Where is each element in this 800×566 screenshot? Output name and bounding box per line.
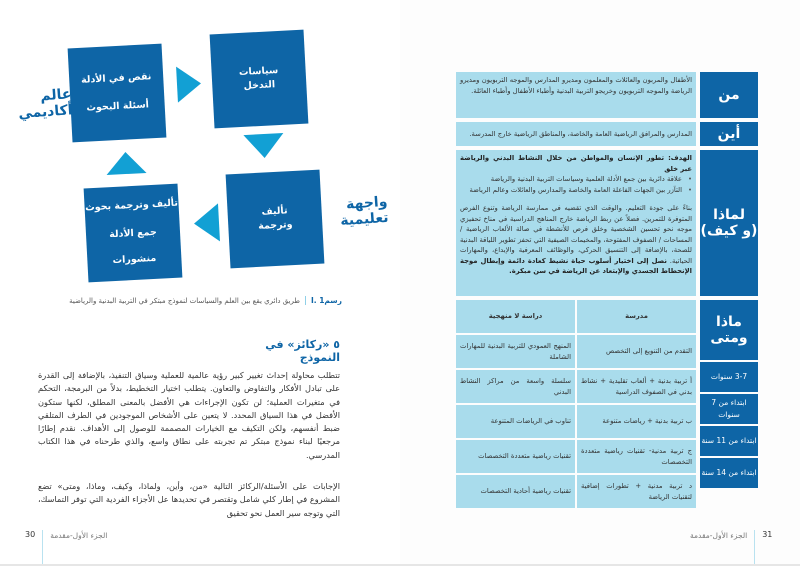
page-footer-left [25,530,107,566]
box-line: أسئلة البحوث [86,99,150,114]
footer-divider [42,530,43,566]
row-label-who: من [700,72,758,118]
footer-section: الجزء الأول-مقدمة [690,531,748,540]
box-line: تأليف وترجمة بحوث [84,197,179,214]
arrow-up-icon [105,151,146,175]
row-label-why [700,150,758,296]
footer-section: الجزء الأول-مقدمة [50,531,108,540]
diagram-box-intervention-policies [210,30,309,129]
cell-extracurricular: تقنيات رياضية أحادية التخصصات [456,475,575,508]
body-paragraph: الإجابات على الأسئلة/الركائز التالية «من، وأين، ولماذا، وكيف، وماذا، ومتى» تضع المشروع في إطار كلي شامل وتقتصر في تحديدها عل الأجزاء الفردية التي توفر التماسك، التي وتوجه سير العمل نحو تحقيق [38,481,340,518]
arrow-left-icon [193,203,220,242]
why-body: بناءً على جودة التعليم. والوقت الذي تقضيه في ممارسة الرياضة وتنوع الفرص المتوفرة للتمرين. فضلاً عن ربط الرياضة خارج المناهج الدراسية في مناخ تحفيزي موجه نحو تحسين الشخصية وخلق فرص للأنشطة في صالة الألعاب الرياضية / المساحات / الصفوف المفتوحة، والمخيمات الصيفية التي تحفز تطوير اللياقة البدنية للصحة، بالإضافة إلى التنسيق الحركي، والوظائف المعرفية والإبداع، والمهارات الحياتية. [460,204,692,265]
table-row [456,335,696,368]
model-pillars-table [456,72,758,514]
box-line: جمع الأدلة [108,226,158,241]
what-when-grid [456,300,696,510]
label-line: لماذا [713,206,745,223]
label-line: تعليمية [339,209,390,230]
caption-text: طريق دائري يقع بين العلم والسياسات لنموذج مبتكر في التربية البدنية والرياضية [69,296,300,305]
section-title: ٥ «ركائز» في النموذج [265,338,340,364]
age-label: 3-7 سنوات [700,362,758,392]
label-line: أكاديمي [17,102,74,123]
box-line: سياسات [238,64,279,78]
column-headers [456,300,696,333]
box-line: وترجمة [257,219,293,232]
cell-school: ب تربية بدنية + رياضات متنوعة [577,405,696,438]
page-number: 30 [25,530,36,539]
figure-number: رسم1 .I [310,296,342,305]
row-cell-who: الأطفال والمربون والعائلات والمعلمون ومديرو المدارس والموجه التربويون ومديرو الرياضة والموجه التربويون وخريجو التربية البدنية وأطباء الأطفال وأطباء العائلة. [456,72,696,118]
cell-school: د تربية مدنية + تطورات إضافية لتقنيات الرياضة [577,475,696,508]
label-line: ومتى [710,330,748,346]
label-line: (و كيف) [700,223,758,239]
table-row [456,440,696,473]
age-label: ابتداء من 7 سنوات [700,394,758,424]
label-academic-world [17,86,74,123]
row-label-where: أين [700,122,758,146]
diagram-box-research-questions [68,44,167,143]
label-line: ماذا [716,313,742,330]
table-row-what-when [456,300,758,510]
box-line: التدخل [243,79,276,92]
cell-school: ج تربية مدنية- تقنيات رياضية متعددة التخصصات [577,440,696,473]
page-number: 31 [762,530,773,539]
box-line: تأليف [261,205,288,218]
page-footer-right [690,530,772,566]
table-row [456,405,696,438]
diagram-box-authoring-translation [226,170,325,269]
cell-extracurricular: تقنيات رياضية متعددة التخصصات [456,440,575,473]
caption-divider [305,296,306,305]
age-label: ابتداء من 11 سنة [700,426,758,456]
what-when-label-column [700,300,758,510]
goal-statement: الهدف: تطور الإنسان والمواطن من خلال النشاط البدني والرياضة عبر خلق [460,154,692,173]
cell-school: أ تربية بدنية + ألعاب تقليدية + نشاط بدني في الصفوف الدراسية [577,370,696,403]
row-cell-where: المدارس والمرافق الرياضية العامة والخاصة، والمناطق الرياضية خارج المدرسة. [456,122,696,146]
table-row-why [456,150,758,296]
cell-extracurricular: تناوب في الرياضات المتنوعة [456,405,575,438]
arrow-down-icon [243,133,284,159]
table-row-who [456,72,758,118]
cell-school: التقدم من التنويع إلى التخصص [577,335,696,368]
goal-bullets [460,174,692,195]
cell-extracurricular: سلسلة واسعة من مراكز النشاط البدني [456,370,575,403]
table-row [456,475,696,508]
cell-extracurricular: المنهج العمودي للتربية البدنية للمهارات الشاملة [456,335,575,368]
row-label-what-when [700,300,758,360]
why-conclusion: نصل إلى اختيار أسلوب حياة نشيط كعادة دائمة وإبطال موجة الإنحطاط الجسدي والإبتعاد عن الرياضة في سن مبكرة. [460,256,692,276]
arrow-right-icon [176,65,202,102]
column-header-extracurricular: دراسة لا منهجية [456,300,575,333]
table-row [456,370,696,403]
diagram-box-evidence-publications [84,184,183,283]
label-line: عالم [39,86,72,105]
label-educational-interface [325,194,389,230]
body-paragraph: تتطلب محاولة إحداث تغيير كبير رؤية عالمية للعملية وسياق التنفيذ، بالإضافة إلى القدرة على تبادل الأفكار والتفاوض والتعاون. يتطلب اختيار التخطيط، بدلاً من البرمجة، التحكم في متغيرات العملية؛ لن تكون الإجراءات هي الأفضل بالمعنى المطلق، لكنها ستكون الأفضل في هذا السياق المحدد. لا يتعين على الأشخاص الموجودين في الطرف المتلقي ضبط أنفسهم، ولكن التكيف مع الخيارات المصممة للوصول إلى الأهداف. نقدم إطارًا مرجعيًا لبناء نموذج مبتكر تم تجربته على نطاق واسع، والذي طرحناه في هذا الكتاب المدرسي. [38,370,340,460]
bullet-item: • التآزر بين الجهات الفاعلة العامة والخاصة والمدارس والعائلات وعالم الرياضة [460,185,692,196]
age-label: ابتداء من 14 سنة [700,458,758,488]
table-row-where [456,122,758,146]
bullet-item: • علاقة دائرية بين جمع الأدلة العلمية وسياسات التربية البدنية والرياضة [460,174,692,185]
column-header-school: مدرسة [577,300,696,333]
circular-model-diagram [0,0,400,290]
box-line: منشورات [112,252,157,267]
label-line: واجهة [345,193,388,213]
figure-caption [60,296,342,305]
footer-divider [754,530,755,566]
row-cell-why [456,150,696,296]
box-line: نقص في الأدلة [80,70,152,86]
